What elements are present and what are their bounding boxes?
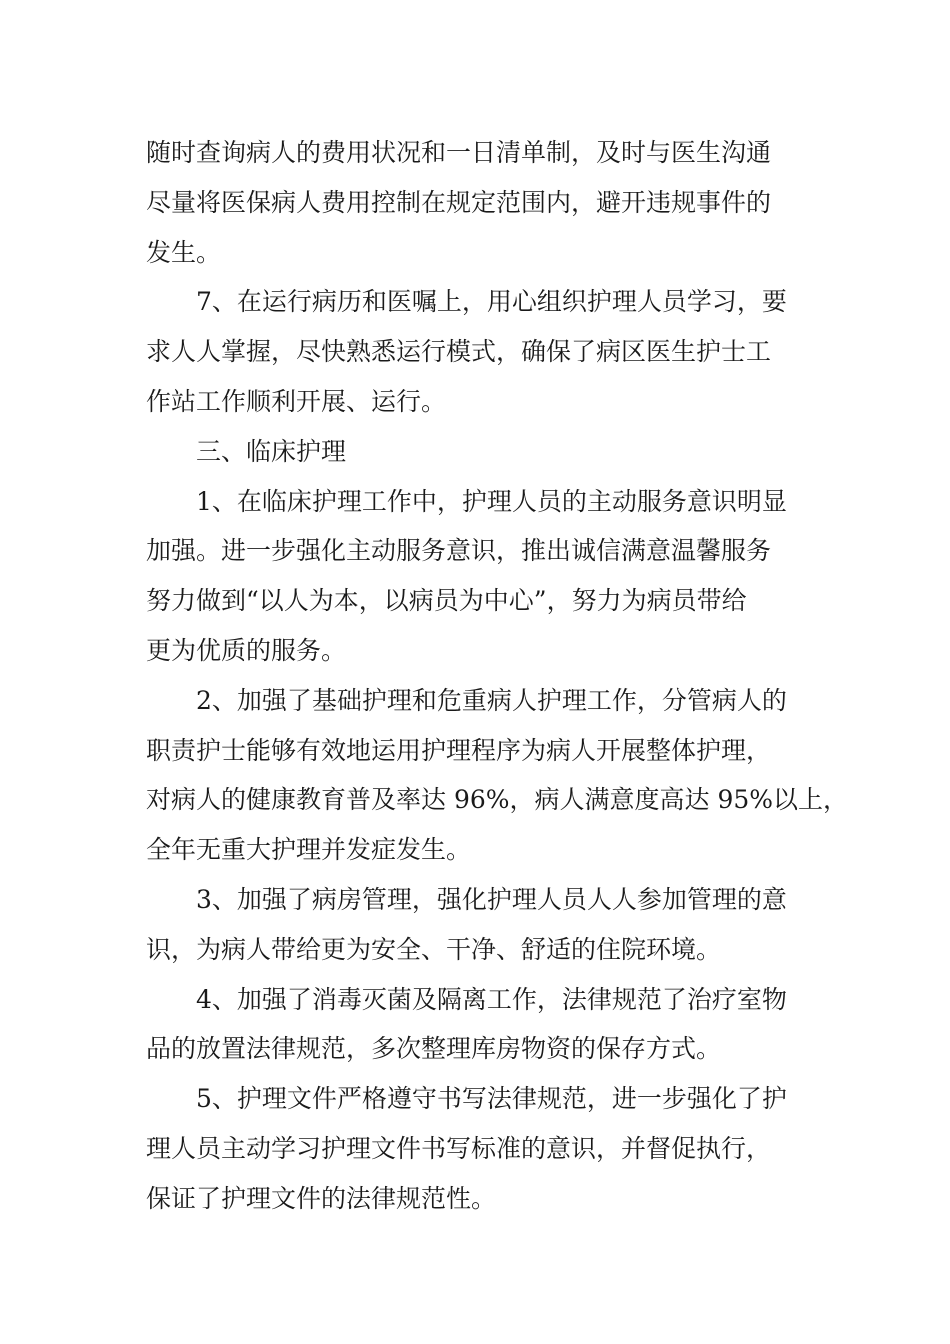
text-line: 2、加强了基础护理和危重病人护理工作，分管病人的 — [196, 685, 787, 715]
text-line: 求人人掌握，尽快熟悉运行模式，确保了病区医生护士工 — [146, 337, 772, 367]
text-line: 发生。 — [146, 237, 222, 267]
text-line: 全年无重大护理并发症发生。 — [146, 835, 472, 865]
text-line: 尽量将医保病人费用控制在规定范围内，避开违规事件的 — [146, 187, 772, 217]
text-line: 努力做到“以人为本，以病员为中心”，努力为病员带给 — [146, 586, 747, 616]
text-line: 对病人的健康教育普及率达 96%，病人满意度高达 95%以上， — [146, 785, 849, 815]
text-line: 更为优质的服务。 — [146, 635, 347, 665]
text-line: 5、护理文件严格遵守书写法律规范，进一步强化了护 — [196, 1084, 787, 1114]
text-line: 识，为病人带给更为安全、干净、舒适的住院环境。 — [146, 934, 722, 964]
text-line: 随时查询病人的费用状况和一日清单制，及时与医生沟通 — [146, 138, 772, 167]
text-line: 1、在临床护理工作中，护理人员的主动服务意识明显 — [196, 486, 787, 516]
text-line: 理人员主动学习护理文件书写标准的意识，并督促执行， — [146, 1133, 772, 1163]
text-line: 作站工作顺利开展、运行。 — [146, 386, 447, 416]
text-line: 保证了护理文件的法律规范性。 — [146, 1183, 497, 1213]
text-line: 4、加强了消毒灭菌及隔离工作，法律规范了治疗室物 — [196, 984, 787, 1014]
text-line: 7、在运行病历和医嘱上，用心组织护理人员学习，要 — [196, 287, 787, 317]
text-line: 品的放置法律规范，多次整理库房物资的保存方式。 — [146, 1034, 722, 1064]
text-line: 加强。进一步强化主动服务意识，推出诚信满意温馨服务 — [146, 536, 772, 566]
text-line: 职责护士能够有效地运用护理程序为病人开展整体护理， — [146, 735, 772, 765]
text-line: 3、加强了病房管理，强化护理人员人人参加管理的意 — [196, 884, 787, 914]
section-heading: 三、临床护理 — [196, 436, 347, 466]
document-body — [146, 128, 849, 1224]
